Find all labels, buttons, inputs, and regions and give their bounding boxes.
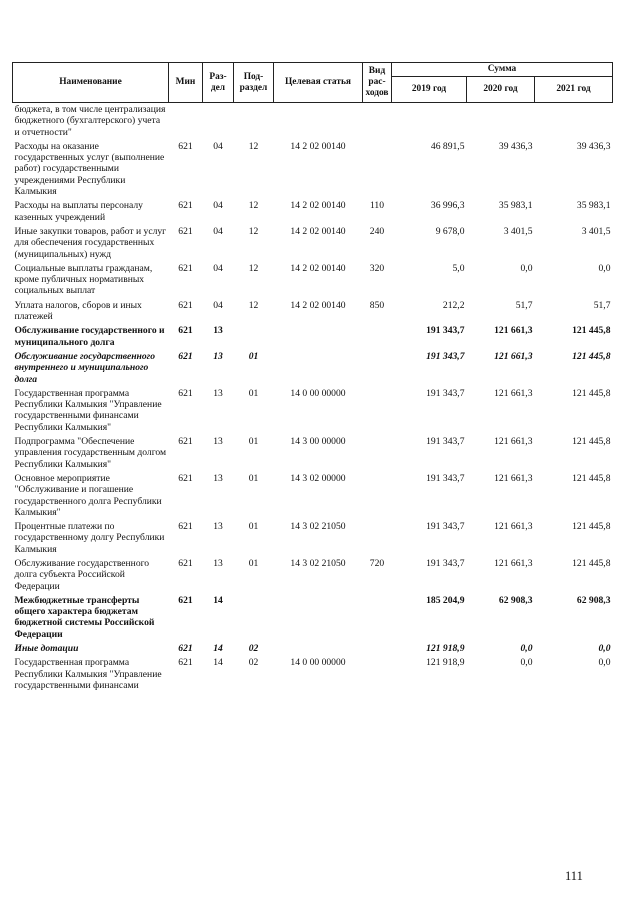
table-row xyxy=(13,656,613,693)
cell-2020: 39 436,3 xyxy=(498,140,533,152)
table-row xyxy=(13,557,613,594)
table-row xyxy=(13,472,613,520)
cell-razdel: 04 xyxy=(213,140,223,152)
cell-razdel: 14 xyxy=(213,643,223,655)
table-header xyxy=(13,63,613,103)
cell-name: Обслуживание государственного внутреннего и муниципального долга xyxy=(14,350,156,385)
table-row xyxy=(13,199,613,225)
cell-razdel: 14 xyxy=(213,594,223,606)
cell-2020: 121 661,3 xyxy=(494,557,533,569)
cell-2020: 62 908,3 xyxy=(498,594,533,606)
cell-name: Обслуживание государственного и муниципального долга xyxy=(14,325,165,348)
cell-razdel: 13 xyxy=(213,521,223,533)
cell-vid xyxy=(363,472,392,520)
cell-razdel: 13 xyxy=(213,387,223,399)
cell-min: 621 xyxy=(178,325,193,337)
cell-podrazdel: 02 xyxy=(248,643,259,655)
cell-podrazdel: 01 xyxy=(248,387,259,399)
cell-vid xyxy=(363,642,392,656)
cell-2020: 121 661,3 xyxy=(494,387,533,399)
cell-2020: 121 661,3 xyxy=(494,325,533,337)
cell-podrazdel: 01 xyxy=(248,350,259,362)
cell-name: бюджета, в том числе централизация бюджетного (бухгалтерского) учета и отчетности" xyxy=(14,104,166,138)
cell-min: 621 xyxy=(178,643,193,655)
cell-min xyxy=(169,103,203,140)
cell-vid xyxy=(363,387,392,435)
cell-vid xyxy=(363,656,392,693)
cell-2019: 9 678,0 xyxy=(435,225,465,237)
cell-podrazdel: 01 xyxy=(248,557,259,569)
cell-podrazdel: 12 xyxy=(248,299,259,311)
cell-min: 621 xyxy=(178,140,193,152)
cell-podrazdel: 12 xyxy=(248,225,259,237)
col-header-summa: Сумма xyxy=(392,63,613,77)
cell-2019: 191 343,7 xyxy=(426,436,465,448)
cell-min: 621 xyxy=(178,225,193,237)
cell-vid xyxy=(363,520,392,557)
cell-celevaya: 14 0 00 00000 xyxy=(290,387,346,399)
cell-podrazdel: 12 xyxy=(248,262,259,274)
col-header-podrazdel: Под-раздел xyxy=(234,63,274,103)
table-row xyxy=(13,387,613,435)
cell-name: Государственная программа Республики Калмыкия "Управление государственными финансами xyxy=(14,657,162,691)
cell-2021: 0,0 xyxy=(598,643,611,655)
table-body xyxy=(13,103,613,694)
cell-name: Социальные выплаты гражданам, кроме публичных нормативных социальных выплат xyxy=(14,262,153,297)
cell-podrazdel: 01 xyxy=(248,472,259,484)
cell-2020 xyxy=(467,103,535,140)
cell-name: Иные закупки товаров, работ и услуг для обеспечения государственных (муниципальных) нужд xyxy=(14,225,167,260)
cell-celevaya: 14 2 02 00140 xyxy=(290,200,346,212)
cell-min: 621 xyxy=(178,557,193,569)
cell-celevaya: 14 2 02 00140 xyxy=(290,225,346,237)
cell-celevaya: 14 3 02 21050 xyxy=(290,557,346,569)
cell-razdel: 04 xyxy=(213,262,223,274)
table-row xyxy=(13,520,613,557)
cell-name: Расходы на выплаты персоналу казенных учреждений xyxy=(14,200,143,223)
cell-vid: 720 xyxy=(369,557,385,569)
table-row xyxy=(13,642,613,656)
cell-celevaya xyxy=(274,350,363,387)
cell-2019: 5,0 xyxy=(452,262,465,274)
col-header-name: Наименование xyxy=(13,63,169,103)
budget-table xyxy=(12,62,613,693)
cell-min: 621 xyxy=(178,262,193,274)
cell-min: 621 xyxy=(178,657,193,669)
cell-celevaya: 14 2 02 00140 xyxy=(290,299,346,311)
cell-min: 621 xyxy=(178,200,193,212)
cell-razdel: 13 xyxy=(213,325,223,337)
cell-2019: 191 343,7 xyxy=(426,387,465,399)
cell-2021: 121 445,8 xyxy=(572,436,611,448)
cell-2021: 39 436,3 xyxy=(576,140,611,152)
cell-2021: 121 445,8 xyxy=(572,557,611,569)
cell-razdel: 04 xyxy=(213,200,223,212)
cell-vid xyxy=(363,435,392,472)
cell-podrazdel: 02 xyxy=(248,657,259,669)
cell-2020: 51,7 xyxy=(515,299,533,311)
cell-celevaya: 14 0 00 00000 xyxy=(290,657,346,669)
cell-podrazdel xyxy=(234,594,274,642)
col-header-min: Мин xyxy=(169,63,203,103)
table-row xyxy=(13,350,613,387)
cell-name: Иные дотации xyxy=(14,643,79,655)
cell-2021: 35 983,1 xyxy=(576,200,611,212)
cell-celevaya xyxy=(274,642,363,656)
cell-podrazdel: 12 xyxy=(248,200,259,212)
cell-podrazdel: 01 xyxy=(248,521,259,533)
cell-2020: 35 983,1 xyxy=(498,200,533,212)
table-row xyxy=(13,324,613,350)
cell-2021: 3 401,5 xyxy=(581,225,611,237)
cell-vid xyxy=(363,350,392,387)
cell-2021: 51,7 xyxy=(593,299,611,311)
cell-celevaya: 14 3 02 00000 xyxy=(290,472,346,484)
cell-vid xyxy=(363,103,392,140)
cell-2019: 191 343,7 xyxy=(426,350,465,362)
cell-razdel: 04 xyxy=(213,299,223,311)
cell-2020: 121 661,3 xyxy=(494,436,533,448)
cell-name: Подпрограмма "Обеспечение управления государственным долгом Республики Калмыкия" xyxy=(14,436,167,470)
cell-2021: 121 445,8 xyxy=(572,387,611,399)
cell-2019: 46 891,5 xyxy=(430,140,465,152)
cell-podrazdel xyxy=(234,324,274,350)
cell-min: 621 xyxy=(178,387,193,399)
table-row xyxy=(13,435,613,472)
cell-razdel xyxy=(203,103,234,140)
cell-2021 xyxy=(535,103,613,140)
cell-min: 621 xyxy=(178,472,193,484)
cell-2019: 191 343,7 xyxy=(426,325,465,337)
cell-vid: 320 xyxy=(369,262,385,274)
cell-name: Процентные платежи по государственному долгу Республики Калмыкия xyxy=(14,521,165,555)
cell-podrazdel xyxy=(234,103,274,140)
cell-2019: 185 204,9 xyxy=(426,594,465,606)
cell-vid xyxy=(363,594,392,642)
cell-celevaya: 14 3 02 21050 xyxy=(290,521,346,533)
cell-2021: 121 445,8 xyxy=(572,521,611,533)
cell-2019: 191 343,7 xyxy=(426,521,465,533)
table-row xyxy=(13,594,613,642)
cell-vid xyxy=(363,324,392,350)
col-header-2021: 2021 год xyxy=(535,77,613,103)
cell-2021: 121 445,8 xyxy=(572,350,611,362)
cell-vid: 850 xyxy=(369,299,385,311)
cell-2020: 0,0 xyxy=(520,643,533,655)
cell-min: 621 xyxy=(178,436,193,448)
cell-2019: 36 996,3 xyxy=(430,200,465,212)
cell-min: 621 xyxy=(178,594,193,606)
table-row xyxy=(13,225,613,262)
table-row xyxy=(13,299,613,325)
cell-podrazdel: 01 xyxy=(248,436,259,448)
cell-2019: 121 918,9 xyxy=(426,657,465,669)
cell-celevaya xyxy=(274,594,363,642)
cell-razdel: 13 xyxy=(213,557,223,569)
cell-2020: 3 401,5 xyxy=(503,225,533,237)
table-row xyxy=(13,103,613,140)
cell-razdel: 13 xyxy=(213,350,223,362)
cell-name: Обслуживание государственного долга субъекта Российской Федерации xyxy=(14,557,150,592)
cell-razdel: 13 xyxy=(213,436,223,448)
cell-vid: 240 xyxy=(369,225,385,237)
cell-celevaya xyxy=(274,324,363,350)
cell-name: Межбюджетные трансферты общего характера бюджетам бюджетной системы Российской Федерации xyxy=(14,594,155,640)
cell-celevaya: 14 3 00 00000 xyxy=(290,436,346,448)
cell-celevaya: 14 2 02 00140 xyxy=(290,262,346,274)
cell-celevaya: 14 2 02 00140 xyxy=(290,140,346,152)
col-header-2019: 2019 год xyxy=(392,77,467,103)
cell-2019: 191 343,7 xyxy=(426,557,465,569)
cell-name: Расходы на оказание государственных услуг (выполнение работ) государственными учреждениями Республики Калмыкия xyxy=(14,140,165,198)
cell-2020: 0,0 xyxy=(520,657,533,669)
cell-2020: 121 661,3 xyxy=(494,350,533,362)
cell-2020: 0,0 xyxy=(520,262,533,274)
cell-2021: 0,0 xyxy=(598,262,611,274)
cell-min: 621 xyxy=(178,350,193,362)
cell-vid xyxy=(363,140,392,199)
page-number: 111 xyxy=(565,869,583,883)
cell-2020: 121 661,3 xyxy=(494,472,533,484)
col-header-vid: Вид рас-ходов xyxy=(363,63,392,103)
cell-2019: 121 918,9 xyxy=(426,643,465,655)
cell-vid: 110 xyxy=(369,200,385,212)
cell-razdel: 14 xyxy=(213,657,223,669)
cell-name: Уплата налогов, сборов и иных платежей xyxy=(14,299,142,323)
col-header-2020: 2020 год xyxy=(467,77,535,103)
col-header-celevaya: Целевая статья xyxy=(274,63,363,103)
cell-2021: 121 445,8 xyxy=(572,472,611,484)
table-row xyxy=(13,140,613,199)
cell-celevaya xyxy=(274,103,363,140)
cell-2019: 212,2 xyxy=(442,299,465,311)
cell-min: 621 xyxy=(178,521,193,533)
cell-razdel: 13 xyxy=(213,472,223,484)
cell-razdel: 04 xyxy=(213,225,223,237)
cell-2019: 191 343,7 xyxy=(426,472,465,484)
cell-podrazdel: 12 xyxy=(248,140,259,152)
cell-name: Государственная программа Республики Калмыкия "Управление государственными финансами Республики Калмыкия" xyxy=(14,387,162,433)
cell-2020: 121 661,3 xyxy=(494,521,533,533)
cell-name: Основное мероприятие "Обслуживание и погашение государственного долга Республики Калмыкия" xyxy=(14,472,162,518)
cell-2021: 62 908,3 xyxy=(576,594,611,606)
cell-2019 xyxy=(392,103,467,140)
table-row xyxy=(13,262,613,299)
cell-2021: 0,0 xyxy=(598,657,611,669)
col-header-razdel: Раз-дел xyxy=(203,63,234,103)
cell-min: 621 xyxy=(178,299,193,311)
cell-2021: 121 445,8 xyxy=(572,325,611,337)
